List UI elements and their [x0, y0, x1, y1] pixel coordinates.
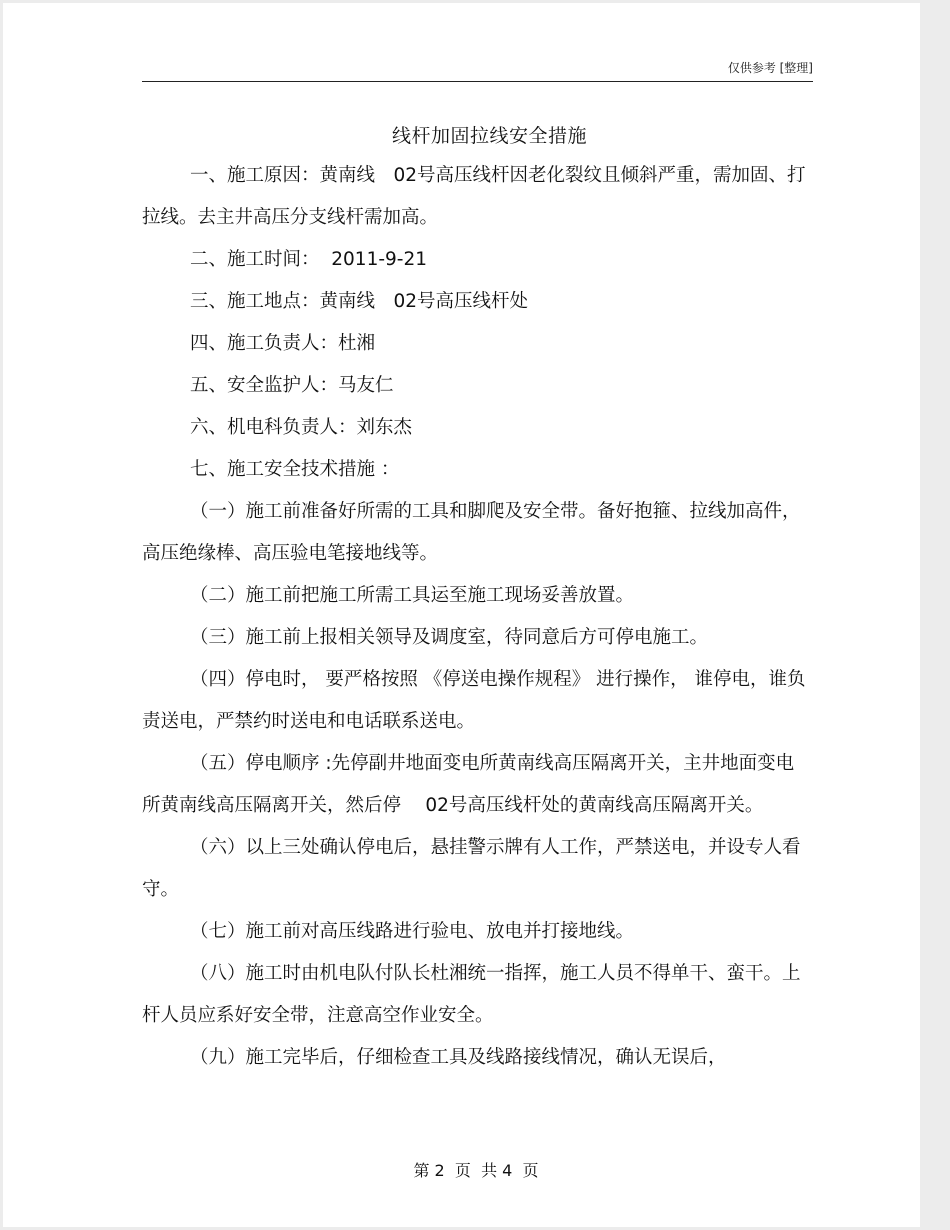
paragraph-measure-5: （五）停电顺序 :先停副井地面变电所黄南线高压隔离开关，主井地面变电所黄南线高压隔离开关，然后停 02号高压线杆处的黄南线高压隔离开关。 — [142, 753, 795, 816]
paragraph-construction-reason: 一、施工原因：黄南线 02号高压线杆因老化裂纹且倾斜严重，需加固、打拉线。去主井高压分支线杆需加高。 — [142, 165, 806, 228]
paragraph-construction-location: 三、施工地点：黄南线 02号高压线杆处 — [190, 291, 529, 312]
paragraph-measure-9: （九）施工完毕后，仔细检查工具及线路接线情况，确认无误后， — [190, 1047, 727, 1068]
document-title: 线杆加固拉线安全措施 — [391, 125, 587, 147]
document-body — [142, 155, 806, 1079]
header-note: 仅供参考 [整理] — [727, 61, 813, 75]
document-page — [3, 3, 920, 1227]
paragraph-construction-leader: 四、施工负责人：杜湘 — [190, 333, 376, 354]
paragraph-measure-4: （四）停电时， 要严格按照 《停送电操作规程》 进行操作， 谁停电，谁负责送电，严禁约时送电和电话联系送电。 — [142, 669, 806, 732]
paragraph-safety-supervisor: 五、安全监护人：马友仁 — [190, 375, 394, 396]
paragraph-measure-8: （八）施工时由机电队付队长杜湘统一指挥，施工人员不得单干、蛮干。上杆人员应系好安全带，注意高空作业安全。 — [142, 963, 801, 1026]
paragraph-measure-3: （三）施工前上报相关领导及调度室，待同意后方可停电施工。 — [190, 627, 709, 648]
page-header — [142, 3, 813, 82]
paragraph-construction-time: 二、施工时间： 2011-9-21 — [190, 249, 428, 270]
paragraph-measure-2: （二）施工前把施工所需工具运至施工现场妥善放置。 — [190, 585, 635, 606]
paragraph-measure-6: （六）以上三处确认停电后，悬挂警示牌有人工作，严禁送电，并设专人看守。 — [142, 837, 801, 900]
paragraph-measure-1: （一）施工前准备好所需的工具和脚爬及安全带。备好抱箍、拉线加高件，高压绝缘棒、高压验电笔接地线等。 — [142, 501, 801, 564]
paragraph-electromechanical-leader: 六、机电科负责人：刘东杰 — [190, 417, 413, 438]
paragraph-safety-measures-heading: 七、施工安全技术措施 ： — [190, 459, 400, 480]
paragraph-measure-7: （七）施工前对高压线路进行验电、放电并打接地线。 — [190, 921, 635, 942]
page-footer: 第 2 页 共 4 页 — [413, 1161, 539, 1180]
